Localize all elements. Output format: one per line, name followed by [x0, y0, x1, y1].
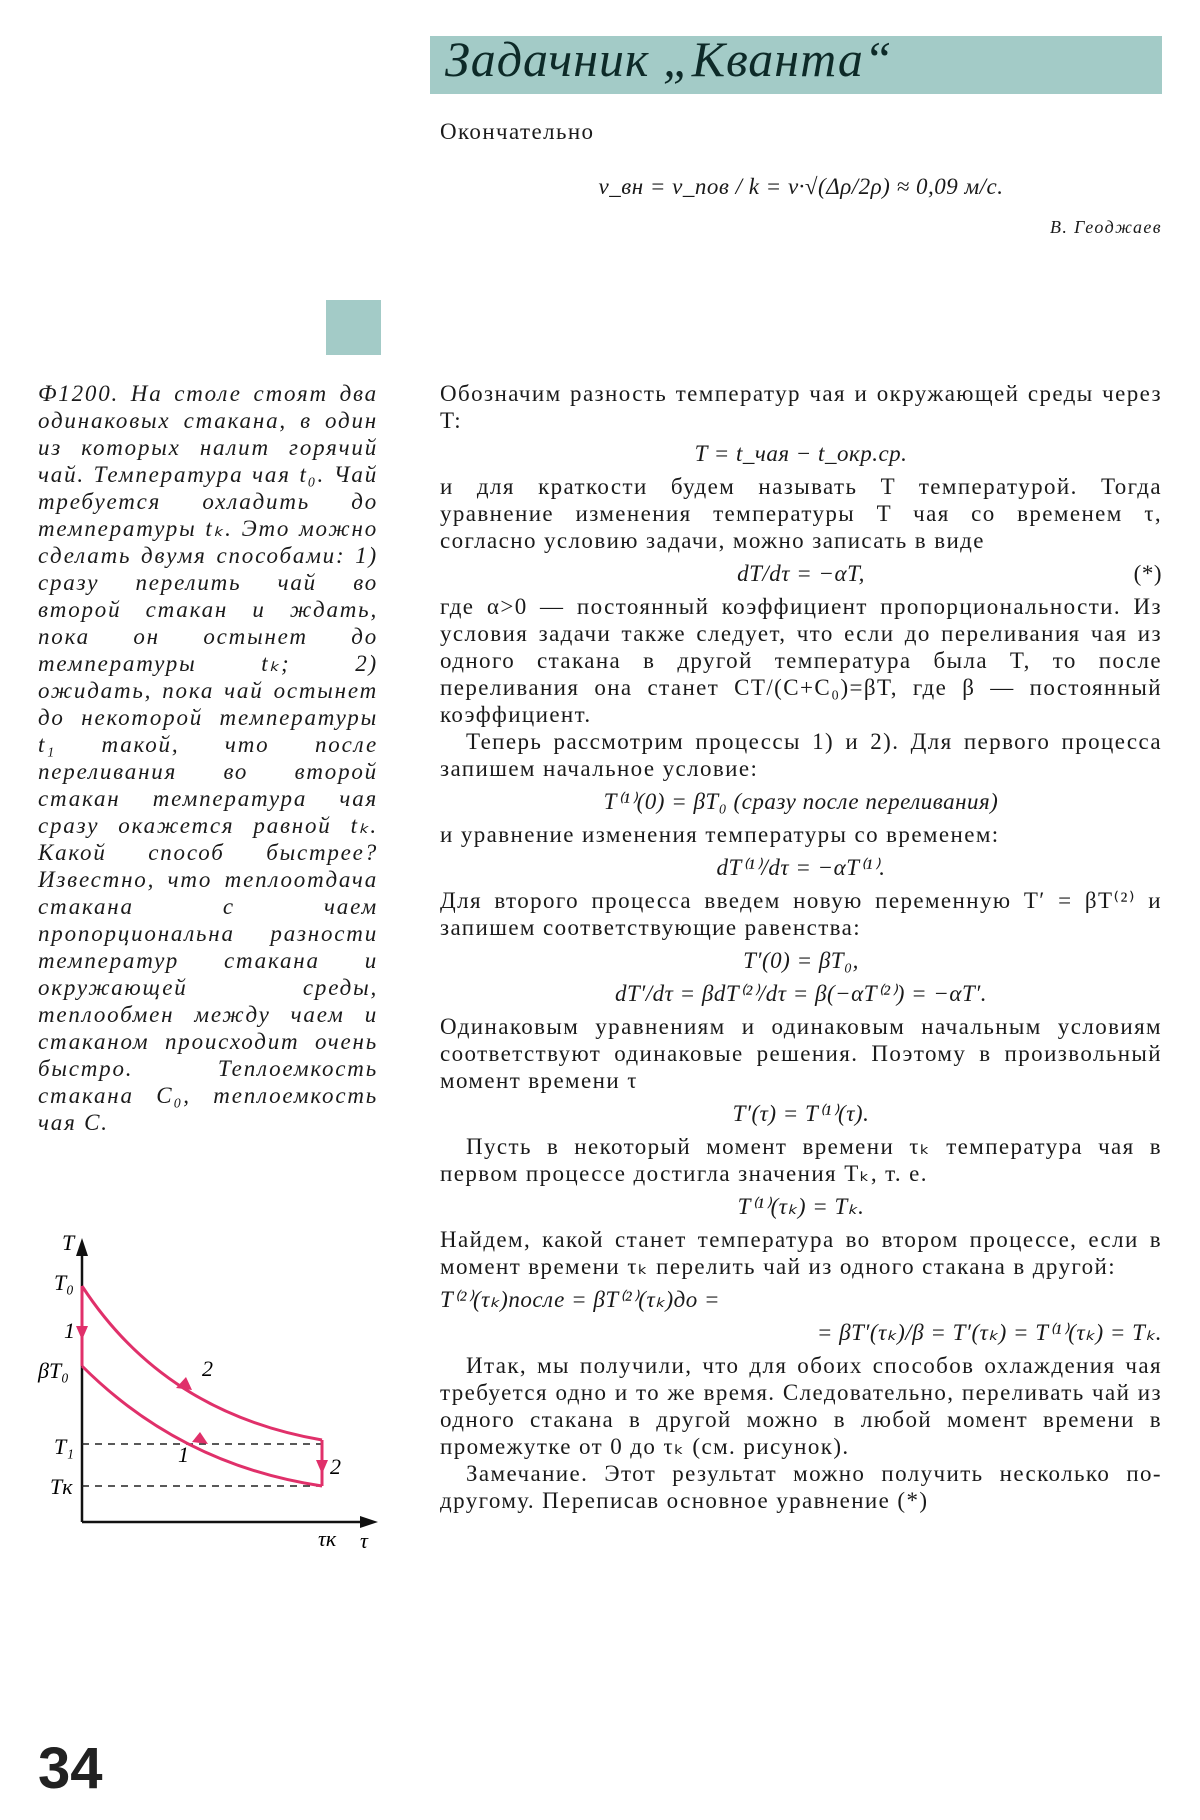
solution-p4: Теперь рассмотрим процессы 1) и 2). Для первого процесса запишем начальное условие:	[440, 729, 1162, 781]
header-title: Задачник „Кванта“	[445, 31, 893, 87]
tick-beta-t0: βT₀	[38, 1358, 69, 1383]
formula-1: T = t_чая − t_окр.ср.	[694, 441, 908, 466]
solution-p8: Пусть в некоторый момент времени τₖ температура чая в первом процессе достигла значения Tₖ, т. е.	[440, 1134, 1162, 1186]
formula-8: T⁽¹⁾(τₖ) = Tₖ.	[737, 1194, 865, 1219]
solution-p6: Для второго процесса введем новую переменную T′ = βT⁽²⁾ и запишем соответствующие равенства:	[440, 888, 1162, 940]
tick-tk: Tк	[50, 1474, 73, 1499]
solution-p11: Замечание. Этот результат можно получить несколько по-другому. Переписав основное уравнение (*)	[440, 1461, 1162, 1513]
formula-6: dT′/dτ = βdT⁽²⁾/dτ = β(−αT⁽²⁾) = −αT′.	[614, 981, 988, 1006]
formula-10: = βT′(τₖ)/β = T′(τₖ) = T⁽¹⁾(τₖ) = Tₖ.	[816, 1320, 1162, 1345]
intro-text: Окончательно	[440, 119, 595, 144]
section-marker	[326, 300, 381, 355]
solution-p3: где α>0 — постоянный коэффициент пропорциональности. Из условия задачи также следует, что если до переливания чая из одного стакана в другой температура была T, то после переливания она станет CT/(C+C₀)=βT, где β — постоянный коэффициент.	[440, 594, 1162, 727]
solution-p5: и уравнение изменения температуры со временем:	[440, 822, 1000, 847]
tick-t1: T₁	[54, 1434, 74, 1459]
axis-y-label: T	[62, 1230, 75, 1255]
curve-label: 2	[202, 1356, 213, 1381]
problem-statement: Ф1200. На столе стоят два одинаковых стакана, в один из которых налит горячий чай. Температура чая t₀. Чай требуется охладить до температуры tₖ. Это можно сделать двумя способами: 1) сразу перелить чай во второй стакан и ждать, пока он остынет до температуры tₖ; 2) ожидать, пока чай остынет до некоторой температуры t₁ такой, что после переливания во второй стакан температура чая сразу окажется равной tₖ. Какой способ быстрее? Известно, что теплоотдача стакана с чаем пропорциональна разности температур стакана и окружающей среды, теплообмен между чаем и стаканом происходит очень быстро. Теплоемкость стакана C₀, теплоемкость чая C.	[38, 381, 378, 1135]
curve-label: 1	[178, 1442, 189, 1467]
formula-7: T′(τ) = T⁽¹⁾(τ).	[732, 1101, 870, 1126]
solution-p2: и для краткости будем называть T температурой. Тогда уравнение изменения температуры T чая со временем τ, согласно условию задачи, можно записать в виде	[440, 474, 1162, 553]
tick-t0: T₀	[54, 1270, 74, 1295]
formula-2-tag: (*)	[1133, 561, 1162, 586]
curve-process-1	[82, 1366, 322, 1486]
tick-tau-k: τк	[318, 1526, 337, 1551]
solution-p9: Найдем, какой станет температура во втором процессе, если в момент времени τₖ перелить чай из одного стакана в другой:	[440, 1227, 1162, 1279]
top-section	[440, 118, 1162, 259]
formula-4: dT⁽¹⁾/dτ = −αT⁽¹⁾.	[716, 855, 886, 880]
formula-2-body: dT/dτ = −αT,	[737, 561, 865, 586]
axis-x-label: τ	[360, 1528, 368, 1553]
author: В. Геоджаев	[1049, 217, 1162, 237]
formula-velocity: v_вн = v_пов / k = v·√(Δρ/2ρ) ≈ 0,09 м/с.	[598, 174, 1004, 199]
page-number: 34	[38, 1736, 103, 1801]
curve-label: 1	[64, 1318, 75, 1343]
formula-5: T′(0) = βT₀,	[743, 948, 859, 973]
formula-9: T⁽²⁾(τₖ)после = βT⁽²⁾(τₖ)до =	[440, 1287, 721, 1312]
curve-label: 2	[330, 1454, 341, 1479]
solution-p1: Обозначим разность температур чая и окружающей среды через T:	[440, 381, 1162, 433]
solution-p7: Одинаковым уравнениям и одинаковым начальным условиям соответствуют одинаковые решения. Поэтому в произвольный момент времени τ	[440, 1014, 1162, 1093]
solution	[440, 380, 1162, 1514]
cooling-graph	[38, 1230, 378, 1553]
formula-2	[440, 560, 1162, 587]
solution-p10: Итак, мы получили, что для обоих способов охлаждения чая требуется одно и то же время. Следовательно, переливать чай из одного стакана в другой можно в любой момент времени в промежутке от 0 до τₖ (см. рисунок).	[440, 1353, 1162, 1459]
formula-3: T⁽¹⁾(0) = βT₀ (сразу после переливания)	[603, 789, 999, 814]
